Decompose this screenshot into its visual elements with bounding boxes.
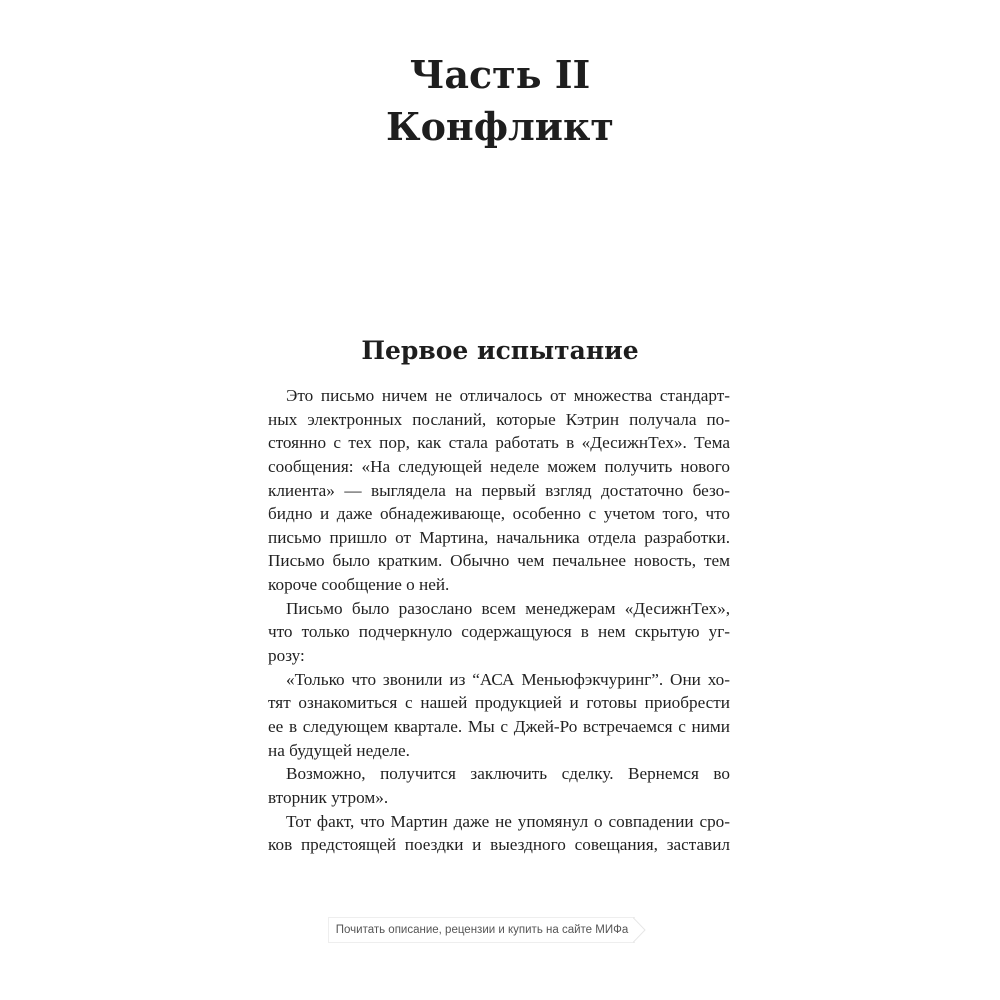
- text-line: Письмо было разослано всем менеджерам «ДесижнТех»,: [286, 598, 730, 618]
- text-line: что только подчеркнуло содержащуюся в нем скрытую уг-: [268, 622, 730, 642]
- text-line: вторник утром».: [268, 787, 389, 807]
- chevron-right-icon: [633, 917, 647, 943]
- text-line: Это письмо ничем не отличалось от множества стандарт-: [286, 386, 730, 405]
- text-line: «Только что звонили из “АСА Меньюфэкчуринг”. Они хо-: [286, 669, 730, 689]
- chapter-title: Первое испытание: [361, 336, 639, 365]
- text-line: тят ознакомиться с нашей продукцией и готовы приобрести: [268, 693, 730, 713]
- text-line: розу:: [268, 646, 305, 666]
- text-line: Тот факт, что Мартин даже не упомянул о совпадении сро-: [286, 811, 730, 831]
- text-line: бидно и даже обнадеживающе, особенно с учетом того, что: [268, 504, 730, 524]
- text-line: письмо пришло от Мартина, начальника отдела разработки.: [268, 527, 730, 547]
- text-line: клиента» — выглядела на первый взгляд достаточно безо-: [268, 480, 730, 500]
- text-line: Письмо было кратким. Обычно чем печальнее новость, тем: [268, 551, 730, 571]
- body-text: [268, 384, 730, 857]
- part-title: Конфликт: [386, 104, 614, 149]
- text-line: ков предстоящей поездки и выездного совещания, заставил: [268, 835, 730, 855]
- text-line: короче сообщение о ней.: [268, 575, 450, 595]
- part-number: Часть II: [409, 52, 591, 97]
- text-line: Возможно, получится заключить сделку. Вернемся во: [286, 764, 730, 784]
- text-line: ных электронных посланий, которые Кэтрин получала по-: [268, 409, 730, 429]
- buy-on-mif-link[interactable]: Почитать описание, рецензии и купить на сайте МИФа: [328, 917, 635, 943]
- text-line: ее в следующем квартале. Мы с Джей-Ро встречаемся с ними: [268, 716, 730, 736]
- text-line: сообщения: «На следующей неделе можем получить нового: [268, 456, 730, 476]
- text-line: на будущей неделе.: [268, 740, 410, 760]
- text-line: стоянно с тех пор, как стала работать в «ДесижнТех». Тема: [268, 433, 730, 453]
